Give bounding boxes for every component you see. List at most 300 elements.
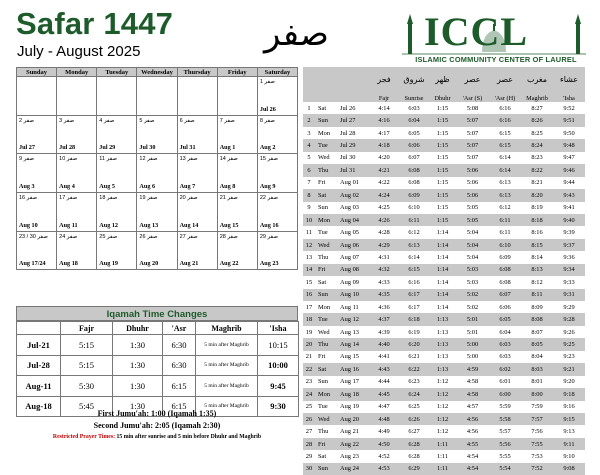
schedule-cell: 1:14 — [436, 253, 449, 261]
schedule-cell: 6:05 — [489, 313, 521, 325]
schedule-arabic-header: عصر — [456, 67, 489, 84]
schedule-cell: 8:11 — [521, 289, 553, 301]
schedule-cell: 6:10 — [408, 204, 420, 212]
hijri-date: صفر 5 — [139, 117, 155, 124]
schedule-cell: 1:12 — [436, 403, 449, 411]
schedule-cell: 8:01 — [531, 378, 543, 386]
schedule-cell: 23 — [305, 378, 313, 386]
iqamah-cell: 9:30 — [258, 396, 299, 417]
schedule-cell: 4:55 — [456, 438, 489, 450]
schedule-cell: 7:52 — [521, 463, 553, 475]
schedule-cell: 6:15 — [499, 129, 511, 137]
schedule-cell: 4:37 — [369, 313, 399, 325]
schedule-cell: 8:25 — [531, 129, 543, 137]
schedule-cell: 8 — [303, 189, 315, 201]
schedule-cell: 6:08 — [489, 264, 521, 276]
schedule-cell: 6:24 — [399, 388, 429, 400]
calendar-day-cell — [57, 115, 97, 154]
second-jumuah: Second Jumu'ah: 2:05 (Iqamah 2:30) — [93, 421, 221, 430]
schedule-cell: 4:59 — [456, 363, 489, 375]
schedule-cell: Tue — [315, 139, 337, 151]
calendar-day-cell — [177, 231, 217, 270]
hijri-date: صفر 22 — [259, 195, 278, 202]
schedule-cell: 19 — [305, 328, 313, 336]
schedule-cell: 4:44 — [378, 378, 390, 386]
iqamah-table — [16, 321, 299, 417]
schedule-cell: 6:16 — [499, 104, 511, 112]
schedule-cell: 6:14 — [499, 154, 511, 162]
schedule-cell: 8:14 — [531, 253, 543, 261]
schedule-cell: 6:01 — [499, 378, 511, 386]
schedule-cell: 8:22 — [521, 164, 553, 176]
schedule-cell: 6:15 — [489, 139, 521, 151]
schedule-cell: 6:08 — [408, 179, 420, 187]
iqamah-row — [17, 355, 299, 376]
schedule-cell: 5:06 — [466, 179, 479, 187]
gregorian-date: Jul 30 — [139, 144, 156, 152]
calendar-day-cell — [97, 193, 137, 232]
schedule-cell: 5:59 — [499, 403, 511, 411]
schedule-cell: 7:57 — [521, 413, 553, 425]
schedule-cell: 4:36 — [378, 303, 390, 311]
schedule-cell: Thu — [315, 164, 337, 176]
hijri-date: صفر 7 — [219, 117, 235, 124]
schedule-row — [303, 363, 585, 375]
schedule-cell: Sun — [315, 114, 337, 126]
schedule-cell: 6:04 — [499, 328, 511, 336]
schedule-cell: 1:12 — [429, 388, 456, 400]
schedule-cell: Thu — [315, 338, 337, 350]
schedule-header-row — [303, 84, 585, 102]
hijri-date: صفر 25 — [99, 233, 118, 240]
schedule-cell: 9:47 — [563, 154, 575, 162]
calendar-day-cell — [177, 193, 217, 232]
schedule-cell: Sat — [318, 104, 327, 112]
gregorian-date: Aug 11 — [59, 221, 78, 229]
calendar-day-cell — [257, 193, 297, 232]
schedule-cell: Jul 29 — [337, 139, 369, 151]
calendar-day-cell — [97, 77, 137, 116]
schedule-cell: 4:56 — [456, 413, 489, 425]
schedule-cell: 4:54 — [456, 463, 489, 475]
schedule-cell: 9:26 — [563, 328, 575, 336]
hijri-date: صفر 17 — [59, 195, 78, 202]
schedule-cell: Wed — [318, 154, 330, 162]
schedule-cell: 6:17 — [408, 303, 420, 311]
schedule-cell: 4:50 — [369, 438, 399, 450]
iqamah-cell: 6:30 — [163, 335, 196, 356]
schedule-cell: 1:14 — [436, 303, 449, 311]
schedule-cell: 6:08 — [399, 164, 429, 176]
schedule-cell: Sat — [315, 363, 337, 375]
hijri-date: صفر 1 — [259, 79, 275, 85]
schedule-cell: 9:15 — [553, 413, 585, 425]
schedule-cell: 30 — [303, 463, 315, 475]
schedule-cell: 9:21 — [553, 363, 585, 375]
hijri-date: صفر 13 — [179, 156, 198, 163]
schedule-cell: 6:09 — [399, 189, 429, 201]
schedule-cell: 6:29 — [399, 463, 429, 475]
gregorian-date: Aug 16 — [259, 221, 279, 229]
schedule-cell: 8:19 — [531, 204, 543, 212]
iqamah-cell: 5:15 — [61, 355, 113, 376]
schedule-row — [303, 189, 585, 201]
schedule-cell: 4:49 — [378, 428, 390, 436]
hijri-date: صفر 28 — [219, 233, 238, 240]
calendar-day-cell — [17, 193, 57, 232]
restricted-times — [16, 434, 298, 440]
schedule-cell: 8:04 — [531, 353, 543, 361]
schedule-cell: 4:20 — [378, 154, 390, 162]
schedule-cell: Sun — [315, 289, 337, 301]
schedule-cell: 6:17 — [399, 289, 429, 301]
schedule-cell: 7:55 — [521, 438, 553, 450]
schedule-cell: 6:07 — [408, 154, 420, 162]
schedule-cell: 9:16 — [563, 403, 575, 411]
gregorian-date: Aug 18 — [59, 260, 78, 268]
schedule-cell: Wed — [315, 239, 337, 251]
schedule-cell: Aug 21 — [340, 428, 359, 436]
schedule-cell: 4 — [303, 139, 315, 151]
weekday-header: Sunday — [17, 68, 57, 77]
schedule-cell: 9:23 — [563, 353, 575, 361]
schedule-cell: 5:57 — [499, 428, 511, 436]
schedule-cell: 9:52 — [563, 104, 575, 112]
schedule-cell: 6:00 — [489, 388, 521, 400]
schedule-cell: 20 — [303, 338, 315, 350]
weekday-header: Thursday — [177, 68, 217, 77]
iqamah-cell: 5:45 — [61, 396, 113, 417]
schedule-cell: 8:08 — [521, 313, 553, 325]
gregorian-date: Aug 20 — [139, 260, 159, 268]
schedule-cell: 4:32 — [369, 264, 399, 276]
schedule-cell: 8:26 — [521, 114, 553, 126]
schedule-cell: 4:39 — [378, 328, 390, 336]
schedule-cell: Aug 17 — [340, 378, 359, 386]
gregorian-date: Aug 13 — [139, 221, 159, 229]
gregorian-date: Aug 10 — [19, 221, 38, 229]
schedule-cell: Aug 20 — [337, 413, 369, 425]
schedule-cell: 8:09 — [531, 303, 543, 311]
calendar-day-cell — [177, 154, 217, 193]
iqamah-cell: Aug-11 — [17, 376, 61, 397]
iqamah-cell: 1:30 — [113, 335, 163, 356]
schedule-cell: 9:11 — [553, 438, 585, 450]
schedule-row — [303, 127, 585, 139]
schedule-cell: 5:03 — [456, 264, 489, 276]
calendar-week-row — [17, 193, 298, 232]
iqamah-cell: 6:15 — [163, 396, 196, 417]
calendar-day-cell — [217, 77, 257, 116]
schedule-cell: 7:56 — [531, 428, 543, 436]
schedule-cell: Wed — [315, 413, 337, 425]
schedule-cell: 1:14 — [436, 229, 449, 237]
schedule-cell: 9:40 — [553, 214, 585, 226]
schedule-cell: 1:15 — [436, 204, 449, 212]
schedule-cell: 8:20 — [521, 189, 553, 201]
schedule-cell: 5:04 — [456, 239, 489, 251]
schedule-cell: 6:13 — [489, 189, 521, 201]
calendar-day-cell — [57, 193, 97, 232]
schedule-cell: 4:14 — [378, 104, 390, 112]
schedule-cell: 6:07 — [489, 289, 521, 301]
calendar-day-cell — [17, 154, 57, 193]
schedule-cell: Tue — [318, 229, 328, 237]
schedule-cell: Aug 12 — [337, 313, 369, 325]
schedule-cell: 5:04 — [466, 253, 479, 261]
schedule-cell: 9:10 — [563, 452, 575, 460]
schedule-cell: 1:13 — [429, 338, 456, 350]
schedule-cell: 1:12 — [429, 413, 456, 425]
schedule-cell: 9 — [307, 204, 311, 212]
calendar-day-cell — [137, 77, 177, 116]
hijri-date: صفر 26 — [139, 233, 158, 240]
calendar-week-row — [17, 115, 298, 154]
schedule-cell: 9:13 — [563, 428, 575, 436]
schedule-row — [303, 413, 585, 425]
schedule-cell: 1:12 — [436, 428, 449, 436]
gregorian-date: Aug 8 — [219, 183, 236, 191]
schedule-cell: 6:03 — [489, 338, 521, 350]
schedule-cell: 8:05 — [521, 338, 553, 350]
hijri-date: صفر 27 — [179, 233, 198, 240]
iqamah-title: Iqamah Time Changes — [16, 306, 298, 321]
schedule-cell: 9:34 — [553, 264, 585, 276]
schedule-cell: 9:41 — [563, 204, 575, 212]
schedule-cell: 5:07 — [466, 129, 479, 137]
calendar-day-cell — [97, 115, 137, 154]
schedule-header: Fajr — [369, 84, 399, 102]
iqamah-cell: 6:30 — [163, 355, 196, 376]
schedule-cell: 1:15 — [429, 214, 456, 226]
schedule-cell: 6:18 — [399, 313, 429, 325]
schedule-row — [303, 376, 585, 388]
schedule-row — [303, 401, 585, 413]
schedule-arabic-header: مغرب — [521, 67, 553, 84]
iqamah-cell: 6:15 — [163, 376, 196, 397]
schedule-row — [303, 313, 585, 325]
schedule-cell: 6:16 — [408, 278, 420, 286]
schedule-row — [303, 251, 585, 263]
schedule-row — [303, 114, 585, 126]
schedule-cell: 6:14 — [408, 253, 420, 261]
gregorian-date: Jul 27 — [19, 144, 35, 152]
month-calendar — [16, 67, 298, 270]
iqamah-cell: 1:30 — [113, 396, 163, 417]
schedule-cell: 8:07 — [531, 328, 543, 336]
weekday-header: Tuesday — [97, 68, 137, 77]
schedule-cell: 9:33 — [563, 278, 575, 286]
schedule-header: 'Asr (S) — [456, 84, 489, 102]
schedule-cell: 8:18 — [521, 214, 553, 226]
schedule-cell: Mon — [318, 129, 331, 137]
schedule-cell: 17 — [305, 303, 313, 311]
schedule-row — [303, 214, 585, 226]
schedule-cell: Aug 23 — [340, 452, 359, 460]
calendar-day-cell — [57, 77, 97, 116]
calendar-day-cell — [17, 231, 57, 270]
schedule-cell: 11 — [305, 229, 313, 237]
schedule-cell: 6:03 — [408, 104, 420, 112]
schedule-cell: 9:29 — [563, 303, 575, 311]
schedule-cell: 6:13 — [399, 239, 429, 251]
schedule-cell: 1:13 — [429, 313, 456, 325]
hijri-date: صفر 20 — [179, 195, 198, 202]
schedule-cell: 14 — [303, 264, 315, 276]
schedule-cell: Wed — [318, 328, 330, 336]
calendar-day-cell — [17, 115, 57, 154]
schedule-cell: Sat — [315, 189, 337, 201]
schedule-cell: Fri — [318, 179, 326, 187]
schedule-cell: 6:09 — [499, 253, 511, 261]
schedule-row — [303, 139, 585, 151]
schedule-cell: 24 — [303, 388, 315, 400]
schedule-cell: Aug 22 — [337, 438, 369, 450]
calendar-day-cell — [177, 115, 217, 154]
iqamah-cell: 5 min after Maghrib — [196, 396, 258, 417]
schedule-cell: 22 — [303, 363, 315, 375]
schedule-cell: 2 — [303, 114, 315, 126]
schedule-cell: Mon — [315, 214, 337, 226]
schedule-cell: 6:06 — [499, 303, 511, 311]
gregorian-date: Aug 15 — [219, 221, 239, 229]
iqamah-header-row — [17, 322, 299, 335]
hijri-date: صفر 10 — [59, 156, 78, 163]
calendar-week-row — [17, 231, 298, 270]
schedule-cell: 5:07 — [456, 114, 489, 126]
schedule-cell: 21 — [305, 353, 313, 361]
iqamah-cell: 9:45 — [258, 376, 299, 397]
calendar-week-row — [17, 154, 298, 193]
schedule-cell: Aug 09 — [340, 278, 359, 286]
schedule-cell: Aug 05 — [340, 229, 359, 237]
schedule-cell: 1:15 — [436, 129, 449, 137]
weekday-header: Wednesday — [137, 68, 177, 77]
schedule-cell: 9:43 — [553, 189, 585, 201]
schedule-cell: Aug 18 — [337, 388, 369, 400]
schedule-cell: 8:16 — [531, 229, 543, 237]
schedule-cell: 5:05 — [456, 214, 489, 226]
iqamah-cell: 5 min after Maghrib — [196, 355, 258, 376]
calendar-day-cell — [17, 77, 57, 116]
gregorian-date: Aug 2 — [259, 144, 276, 152]
schedule-row — [303, 388, 585, 400]
schedule-cell: 1:13 — [429, 363, 456, 375]
schedule-cell: 8:23 — [531, 154, 543, 162]
schedule-cell: Aug 16 — [337, 363, 369, 375]
calendar-weekday-row — [17, 68, 298, 77]
schedule-cell: 1:15 — [429, 164, 456, 176]
schedule-cell: Sun — [318, 204, 328, 212]
schedule-cell: 29 — [305, 452, 313, 460]
schedule-cell: 1:11 — [429, 438, 456, 450]
schedule-cell: 6:05 — [408, 129, 420, 137]
schedule-cell: 6:12 — [408, 229, 420, 237]
schedule-cell: 6:22 — [399, 363, 429, 375]
gregorian-date: Jul 26 — [259, 105, 276, 113]
schedule-row — [303, 326, 585, 338]
schedule-cell: 4:47 — [378, 403, 390, 411]
schedule-arabic-header: شروق — [399, 67, 429, 84]
schedule-cell: 3 — [307, 129, 311, 137]
schedule-cell: 6:08 — [499, 278, 511, 286]
iqamah-cell: 5:15 — [61, 335, 113, 356]
calendar-day-cell — [217, 154, 257, 193]
schedule-cell: 4:16 — [369, 114, 399, 126]
schedule-row — [303, 164, 585, 176]
hijri-date: صفر 2 — [19, 117, 35, 124]
schedule-cell: 5:00 — [456, 338, 489, 350]
calendar-day-cell — [57, 231, 97, 270]
schedule-cell: 5:55 — [499, 452, 511, 460]
schedule-cell: 6:21 — [408, 353, 420, 361]
schedule-cell: 5:06 — [456, 189, 489, 201]
schedule-cell: 8:13 — [521, 264, 553, 276]
gregorian-date: Aug 4 — [59, 183, 75, 191]
calendar-day-cell — [137, 115, 177, 154]
schedule-cell: 9:18 — [553, 388, 585, 400]
schedule-cell: Fri — [318, 353, 326, 361]
schedule-cell: 8:21 — [531, 179, 543, 187]
schedule-cell: 5:04 — [466, 229, 479, 237]
schedule-cell: 10 — [303, 214, 315, 226]
gregorian-date: Jul 29 — [99, 144, 116, 152]
gregorian-date: Aug 14 — [179, 221, 199, 229]
hijri-date: صفر 11 — [99, 156, 118, 163]
schedule-cell: Aug 06 — [337, 239, 369, 251]
schedule-cell: 9:37 — [553, 239, 585, 251]
gregorian-date: Aug 9 — [259, 183, 276, 191]
calendar-day-cell — [257, 115, 297, 154]
calendar-day-cell — [217, 115, 257, 154]
schedule-cell: 8:24 — [521, 139, 553, 151]
iqamah-cell: 1:30 — [113, 376, 163, 397]
calendar-day-cell — [137, 231, 177, 270]
schedule-cell: 1:14 — [429, 264, 456, 276]
calendar-day-cell — [97, 231, 137, 270]
hijri-date: صفر 14 — [219, 156, 238, 163]
schedule-cell: 9:31 — [553, 289, 585, 301]
schedule-cell: Sun — [315, 463, 337, 475]
schedule-cell: 4:58 — [466, 378, 479, 386]
calendar-day-cell — [217, 193, 257, 232]
schedule-cell: 16 — [303, 289, 315, 301]
schedule-cell: Thu — [318, 428, 329, 436]
schedule-cell: Sat — [318, 452, 327, 460]
schedule-cell: Fri — [315, 264, 337, 276]
schedule-cell: 12 — [303, 239, 315, 251]
schedule-cell: Sun — [318, 378, 328, 386]
schedule-cell: 6:19 — [408, 328, 420, 336]
schedule-cell: 18 — [303, 313, 315, 325]
gregorian-date: Aug 19 — [99, 260, 119, 268]
iqamah-row — [17, 335, 299, 356]
schedule-cell: 6:11 — [489, 214, 521, 226]
iqamah-cell: 5:30 — [61, 376, 113, 397]
schedule-cell: Aug 24 — [337, 463, 369, 475]
schedule-cell: 7:59 — [531, 403, 543, 411]
iqamah-cell: 10:15 — [258, 335, 299, 356]
schedule-cell: 5:56 — [489, 438, 521, 450]
logo-text: ICCL — [424, 9, 529, 54]
gregorian-date: Aug 3 — [19, 183, 35, 191]
schedule-cell: 6:06 — [399, 139, 429, 151]
gregorian-date: Jul 28 — [59, 144, 76, 152]
hijri-date: صفر 3 — [59, 117, 75, 124]
schedule-arabic-header: ظهر — [429, 67, 456, 84]
schedule-cell: 4:40 — [369, 338, 399, 350]
schedule-cell: 5:01 — [456, 313, 489, 325]
